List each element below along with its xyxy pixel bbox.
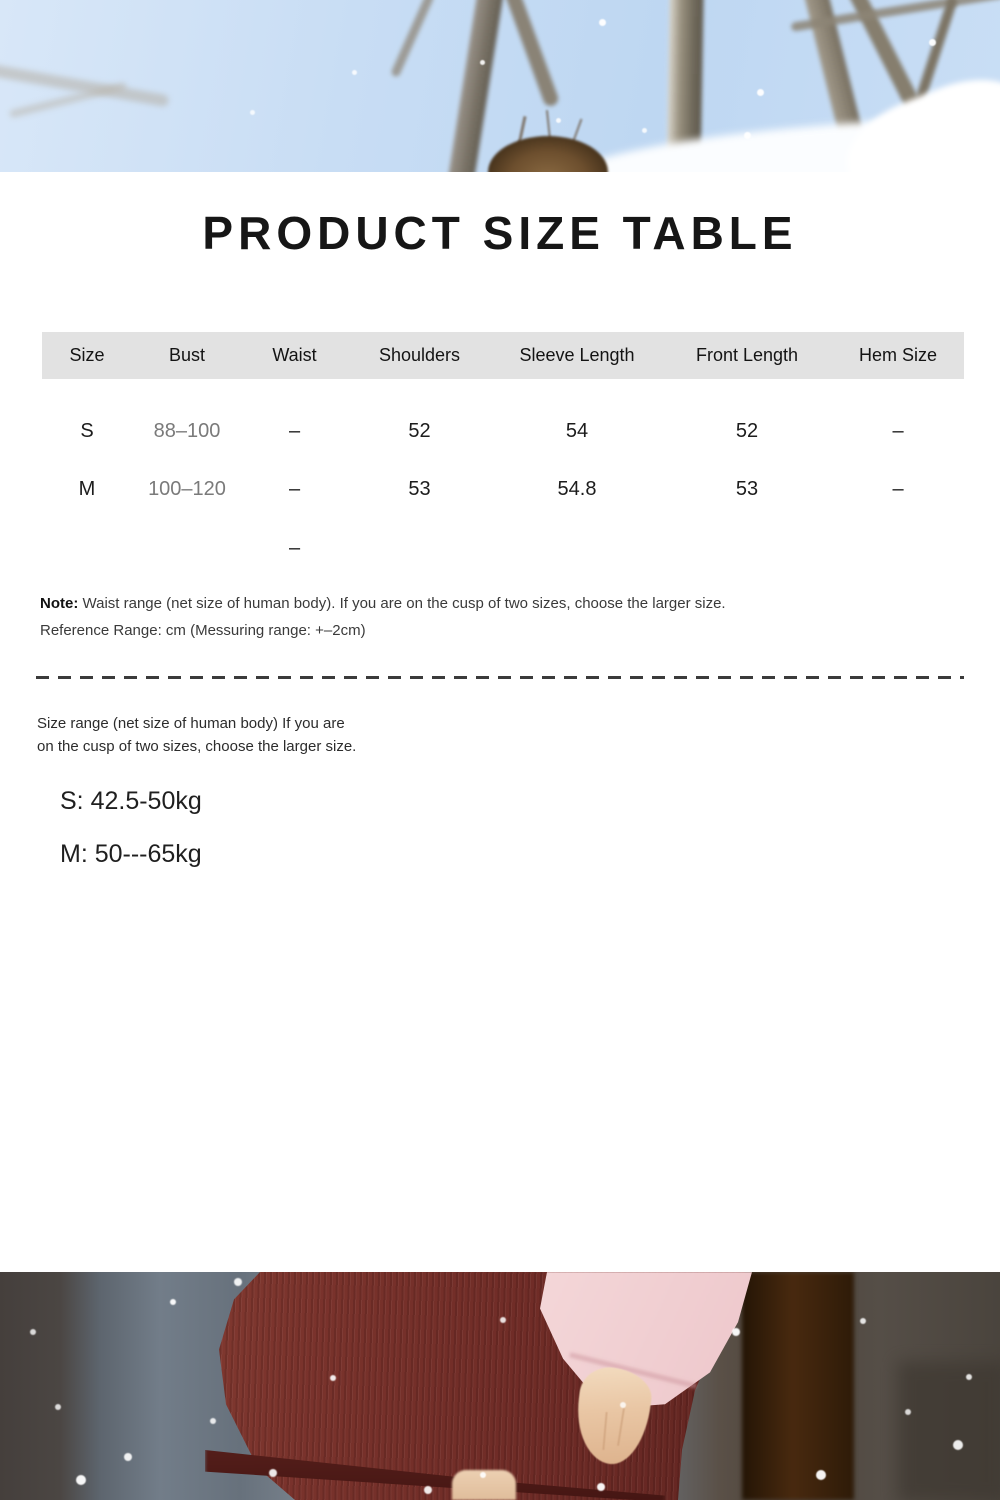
model-leg: [452, 1470, 516, 1500]
table-cell: –: [288, 477, 301, 500]
table-cell: 52: [408, 419, 431, 442]
tree-branch: [0, 61, 170, 108]
table-cell: 53: [735, 477, 759, 500]
header-cell-bust: Bust: [168, 345, 206, 365]
table-cell: –: [288, 536, 301, 559]
table-cell: 54: [565, 419, 589, 442]
table-cell: 88–100: [153, 419, 221, 442]
header-cell-size: Size: [69, 345, 105, 365]
header-cell-front-length: Front Length: [695, 345, 799, 365]
table-cell: 53: [408, 477, 431, 500]
table-cell: –: [892, 477, 904, 500]
weight-range-s: S: 42.5-50kg: [60, 787, 202, 815]
table-cell: 52: [735, 419, 759, 442]
snowflakes: [0, 0, 5, 5]
reference-range-text: Reference Range: cm (Messuring range: +–2cm): [40, 622, 366, 639]
tree-branch: [444, 0, 506, 172]
hero-photo-winter-trees: [0, 0, 1000, 172]
header-cell-waist: Waist: [272, 345, 317, 365]
header-cell-sleeve-length: Sleeve Length: [519, 345, 635, 365]
page-title: PRODUCT SIZE TABLE: [202, 207, 798, 259]
table-cell: M: [78, 477, 96, 500]
note-body: Waist range (net size of human body). If you are on the cusp of two sizes, choose the larger size.: [82, 595, 726, 612]
background-shadow: [898, 1362, 1000, 1500]
header-cell-shoulders: Shoulders: [378, 345, 461, 365]
table-cell: –: [892, 419, 904, 442]
table-cell: 54.8: [557, 477, 597, 500]
size-range-line-2: on the cusp of two sizes, choose the larger size.: [37, 738, 357, 755]
snowflakes: [0, 1272, 6, 1278]
table-cell: –: [288, 419, 301, 442]
dashed-divider: [36, 676, 964, 679]
note-label: Note:: [40, 595, 79, 612]
table-cell: S: [80, 419, 94, 442]
size-range-line-1: Size range (net size of human body) If you are: [37, 715, 345, 732]
table-cell: 100–120: [148, 477, 226, 500]
size-table-header: [42, 332, 964, 379]
model-photo-outfit: [0, 1272, 1000, 1500]
model-head: [488, 136, 608, 172]
weight-range-m: M: 50---65kg: [60, 840, 202, 868]
background-dark-door: [742, 1272, 854, 1500]
header-cell-hem-size: Hem Size: [858, 345, 938, 365]
table-row-s: [42, 418, 964, 444]
table-row-m: [42, 476, 964, 502]
tree-branch: [495, 0, 560, 108]
table-row-extra: [42, 535, 964, 561]
note-text: [40, 595, 726, 612]
tree-branch: [390, 0, 435, 78]
